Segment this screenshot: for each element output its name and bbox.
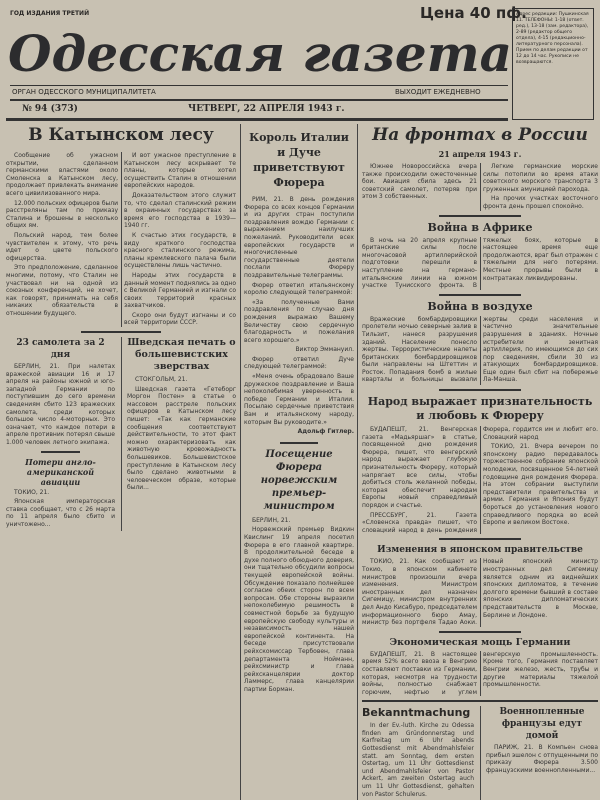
article-japan (362, 558, 598, 626)
paragraph: РИМ, 21. В день рождения Фюрера со всех концов Германии и из других стран поступили поздравления вождю Германии с выражением наилучших пожеланий. Руководители всех европейских государств и многочисленные государственные деятели послали Фюреру поздравительные телеграммы. (244, 196, 354, 279)
article-planes (6, 363, 115, 447)
paragraph: Фюрер ответил Дуче следующей телеграммой: (244, 355, 354, 371)
paragraph: Польский народ, тем более чувствителен к этому, что речь идет о цвете польского офицерства. (6, 231, 118, 262)
paragraph: Вражеские бомбардировщики пролетели ночью северные залив в Тильзит, нанеся разрушения зданий. Население понесло жертвы. Террористические налеты британских бомбардировщиков были направлены на Штеттин и Росток. Попадания бомб в жилые кварталы и больницы вызвали жертвы среди населения и частично значительные разрушения в зданиях. Ночные истребители и зенитная артиллерия, по имеющимся до сих пор сведениям, сбили 30 из атакующих бомбардировщиков. Еще один был сбит на побережье Ла-Манша. (362, 315, 598, 384)
headline-pows: Военнопленные французы едут домой (499, 707, 585, 742)
paragraph: БЕРЛИН, 21. (252, 516, 291, 524)
headline-economy: Экономическая мощь Германии (389, 636, 571, 648)
info-box-text: Адрес редакции: Пушкинская 11. ТЕЛЕФОНЫ: 1-18 (ответ. ред.), 13-18 (зам. редактора), 2-89 (редактор общего отдела), 4-15 (редакционно-литературного персонала). Прием по делам редакции от 12 до 14 час. Рукописи не возвращаются. (516, 12, 589, 65)
article-bekanntmachung (362, 722, 474, 798)
article-king-italy (244, 196, 354, 438)
paragraph: БУДАПЕШТ, 21. Венгерская газета «Мадьяршаг» в статье, посвященной дню рождения Фюрера, пишет, что венгерский народ выражает глубокую признательность Фюреру, который напрягает все силы, чтобы добиться столь желанной победы, которая обеспечит народам Европы новый справедливый порядок и счастье. (362, 426, 477, 509)
headline-bekanntmachung: Bekanntmachung (362, 706, 471, 720)
paragraph: Это предположение, сделанное многими, потому, что Сталин не участвовал ни на одной из союзных конференций, не хочет, как говорят, принимать на себя никаких обязательств в отношении будущего. (6, 264, 118, 317)
paragraph: ПРЕССБУРГ, 21. Газета «Словенска правда» пишет, что словацкий народ в день рождения Фюрера, гордится им и любит его. Словацкий народ (362, 426, 598, 534)
paragraph: Японская императорская ставка сообщает, что с 26 марта по 11 апреля было сбито и уничтожено... (6, 498, 115, 528)
paragraph: СТОКГОЛЬМ, 21. (135, 376, 188, 384)
article-fronts (362, 163, 598, 211)
paragraph: «Меня очень обрадовало Ваше дружеское поздравление и Ваша непоколебимая уверенность в победе Германии и Италии. Посылаю сердечные приветствия Вам и итальянскому народу, которым Вы руководите.» (244, 373, 354, 426)
article-gratitude (362, 426, 598, 534)
signature: Адольф Гитлер. (297, 428, 354, 436)
issue-date: ЧЕТВЕРГ, 22 АПРЕЛЯ 1943 г. (188, 104, 345, 114)
issue-number: № 94 (373) (22, 104, 78, 114)
paragraph: ПАРИЖ, 21. В Компьен снова прибыл эшелон с отпущенными по приказу Фюрера 3.500 французскими военнопленными... (486, 744, 598, 775)
paragraph: Доказательством этого служит то, что сделал сталинский режим в окраинных государствах за время его господства в 1939—1940 гг. (124, 191, 236, 230)
paragraph: Сообщение об ужасном открытии, сделанном германскими властями около Смоленска в Катынском лесу, продолжает привлекать внимание всего цивилизованного мира. (6, 152, 118, 197)
paragraph: Легкие германские морские силы потопили во время атаки советского морского транспорта 3 груженных амуницией парохода. (483, 163, 598, 193)
price: Цена 40 пф. (420, 4, 527, 22)
paragraph: Южнее Новороссийска вчера также происходили ожесточенные бои. Авиация сбила здесь 21 советский самолет, потеряв при этом 3 собственных. (362, 163, 477, 201)
headline-fronts-russia: На фронтах в России (372, 125, 588, 145)
paragraph: Народы этих государств в данный момент поднялись за одно с Великой Германией и изгнали со своих территорий красных захватчиков. (124, 271, 236, 310)
paragraph: В ночь на 20 апреля крупные британские силы после многочасовой артиллерийской подготовки перешли в наступление на германо-итальянские линии на южном участке Тунисского фронта. В тяжелых боях, которые в настоящее время еще продолжаются, враг был отражен с тяжелыми для него потерями. Местные прорывы были в контратаках ликвидированы. (362, 236, 598, 290)
headline-gratitude: Народ выражает признательность и любовь к Фюреру (367, 395, 593, 423)
frequency-label: ВЫХОДИТ ЕЖЕДНЕВНО (395, 88, 481, 96)
paragraph: Шведская газета «Гетеборг Моргон Постен» в статье о массовом расстреле польских офицеров в Катынском лесу пишет: «Так как германские сообщения соответствуют действительности, то этот факт можно охарактеризовать как животную кровожадность большевиков. Большевистское преступление в Катынском лесу было сделано животными в человеческом образе, которые были... (127, 385, 236, 492)
article-swedish-press (127, 376, 236, 492)
paragraph: Скоро они будут изгнаны и со всей территории СССР. (124, 311, 236, 327)
paragraph: К счастью этих государств, в виду краткого господства красного сталинского режима, планы кремлевского палача были осуществлены лишь частично. (124, 231, 236, 270)
article-katyn (6, 152, 236, 327)
article-norway (244, 517, 354, 696)
paragraph: ТОКИО, 21. Как сообщают из Токио, в японском кабинете министров произошли вчера изменения. Министром иностранных дел назначен Сигемицу, министром внутренних дел Андо Кисабуро, председателем информационного бюро Амау, министр без портфеля Тадао Аоки. Новый японский министр иностранных дел Сигемицу является одним из виднейших японских дипломатов, в течение долгого времени бывший в составе японских дипломатических представительств в Москве, Берлине и Лондоне. (362, 558, 598, 627)
headline-aviation-losses: Потери англо-американской авиации (25, 456, 96, 487)
signature: Виктор Эммануил. (295, 346, 354, 354)
article-economy (362, 651, 598, 697)
paragraph: Фюрер ответил итальянскому королю следующей телеграммой: (244, 281, 354, 297)
year-label: ГОД ИЗДАНИЯ ТРЕТИЙ (10, 10, 90, 17)
paragraph: Норвежский премьер Видкин Квислинг 19 апреля посетил Фюрера в его главной квартире. В продолжительной беседе в духе полного обоюдного доверия, они тщательно обсудили вопросы текущей европейской войны. Обсуждение показало полнейшее согласие обеих сторон по всем вопросам. Обе стороны выразили непоколебимую решимость в совместной борьбе за будущую европейскую свободу культуры и независимость нашей европейской континента. На беседе присутствовали рейхскомиссар Тербовен, глава департамента Нойманн, рейхсминистр и глава рейхсканцелярии доктор Ламмерс, глава канцелярии партии Борман. (244, 526, 354, 693)
paragraph: БЕРЛИН, 21. При налетах вражеской авиации 16 и 17 апреля на районы южной и юго-западной Германии по поступившим до сего времени сведениям сбито 123 вражеских самолета, среди которых большое число 4-моторных. Это означает, что каждое потери в апреле противник потерял свыше 1.000 человек летного экипажа. (6, 363, 115, 446)
paragraph: ТОКИО, 21. (14, 488, 50, 496)
headline-katyn: В Катынском лесу (28, 125, 214, 145)
headline-king-italy: Король Италии и Дуче приветствуют Фюрера (249, 131, 349, 189)
headline-norway: Посещение Фюрера норвежским премьер-министром (260, 448, 338, 512)
article-aviation-losses (6, 489, 115, 529)
newspaper-title: Одесская газета (8, 24, 513, 83)
organ-label: ОРГАН ОДЕССКОГО МУНИЦИПАЛИТЕТА (12, 88, 156, 96)
info-box (512, 8, 594, 120)
headline-air-war: Война в воздухе (427, 299, 533, 313)
paragraph: На прочих участках восточного фронта день прошел спокойно. (483, 195, 598, 210)
headline-japan: Изменения в японском правительстве (377, 545, 583, 556)
article-pows (486, 744, 598, 774)
article-africa (362, 237, 598, 290)
paragraph: ТОКИО, 21. Вчера вечером по японскому радио передавалось торжественное собрание японской молодежи, посвященное 54-летней годовщине дня рождения Фюрера. На этом собрании выступили представители правительства и армии. Германия и Япония будут бороться до установления нового справедливого порядка во всей Европе и великом Востоке. (483, 443, 598, 527)
headline-africa: Война в Африке (427, 220, 533, 234)
headline-swedish-press: Шведская печать о большевистских зверствах (127, 337, 236, 373)
paragraph: «За полученные Вами поздравления по случаю дня рождения выражаю Вашему Величеству свою сердечную благодарность и пожелания всего хорошего.» (244, 298, 354, 344)
article-air-war (362, 316, 598, 385)
fronts-date: 21 апреля 1943 г. (438, 149, 522, 159)
paragraph: БУДАПЕШТ, 21. В настоящее время 52% всего ввоза в Венгрию составляют поставки из Германии, которая, несмотря на трудности войны, полностью снабжает горючим, нефтью и углем венгерскую промышленность. Кроме того, Германия поставляет Венгрии железо, жесть, трубы и другие материалы тяжелой промышленности. (362, 650, 598, 696)
paragraph: In der Ev.-luth. Kirche zu Odessa finden am Gründonnerstag und Karfreitag um 6 Uhr abends Gottesdienst mit Abendmahlsfeier statt. am Sonntag, dem ersten Ostertag, um 11 Uhr Gottesdienst und Abendmahlsfeier von Pastor Ackert, am zweiten Ostertag auch um 11 Uhr Gottesdienst, gehalten von Pastor Schulerus. (362, 722, 474, 798)
headline-planes: 23 самолета за 2 дня (16, 338, 105, 361)
paragraph: 12.000 польских офицеров были расстреляны там по приказу Сталина и брошены в несколько общих ям. (6, 199, 118, 230)
paragraph: И вот ужасное преступление в Катынском лесу вскрывает те планы, которые хотел осуществить Сталин в отношении европейских народов. (124, 152, 236, 190)
